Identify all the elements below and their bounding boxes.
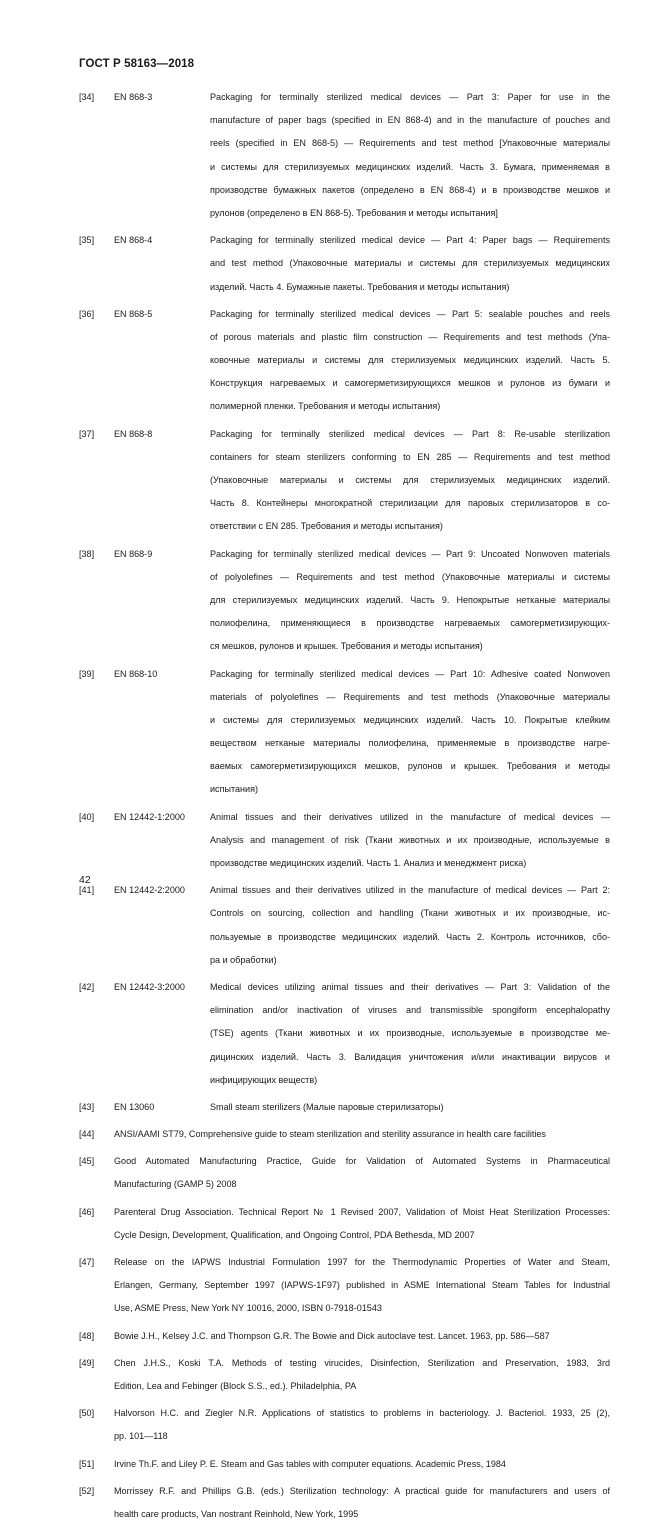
reference-item — [79, 1257, 610, 1327]
reference-text-line: и системы для стерилизуемых медицинских изделий. Часть 3. Бумага, применяемая в — [210, 161, 610, 172]
reference-text — [210, 429, 610, 545]
reference-text-line: Irvine Th.F. and Liley P. E. Steam and Gas tables with computer equations. Academic Press, 1984 — [114, 1458, 506, 1469]
reference-text-line: ответствии с EN 285. Требования и методы испытания) — [210, 521, 443, 532]
reference-standard-code: EN 868-3 — [114, 92, 153, 102]
reference-standard-code: EN 12442-3:2000 — [114, 981, 185, 992]
reference-text-line: Good Automated Manufacturing Practice, Guide for Validation of Automated Systems in Pharmaceutical — [114, 1156, 610, 1167]
reference-number: [48] — [79, 1330, 95, 1341]
reference-standard-code: EN 868-8 — [114, 428, 153, 439]
reference-text-line: Animal tissues and their derivatives utilized in the manufacture of medical devices — — [210, 811, 610, 822]
reference-text-line: Halvorson H.C. and Ziegler N.R. Applications of statistics to problems in bacteriology. J. Bacteriol. 1933, 25 (2), — [114, 1408, 610, 1419]
reference-item — [79, 1331, 610, 1354]
reference-number: [41] — [79, 885, 95, 896]
reference-number: [34] — [79, 92, 95, 102]
reference-text-line: ра и обработки) — [210, 954, 277, 965]
reference-number: [46] — [79, 1206, 95, 1217]
reference-text — [114, 1257, 610, 1327]
reference-item — [79, 885, 610, 978]
page-number: 42 — [79, 874, 91, 886]
reference-text-line: Morrissey R.F. and Phillips G.B. (eds.) Sterilization technology: A practical guide for manufacturers and users of — [114, 1485, 610, 1496]
reference-item — [79, 92, 610, 231]
reference-text-line: of porous materials and plastic film construction — Requirements and test methods (Упа- — [210, 331, 610, 342]
reference-text-line: Medical devices utilizing animal tissues and their derivatives — Part 3: Validation of the — [210, 981, 610, 992]
reference-text — [210, 982, 610, 1098]
reference-text — [210, 885, 610, 978]
reference-item — [79, 429, 610, 545]
reference-text-line: Erlangen, Germany, September 1997 (IAPWS-1F97) published in ASME International Steam Tables for Industrial — [114, 1280, 610, 1291]
reference-text-line: изделий. Часть 4. Бумажные пакеты. Требования и методы испытания) — [210, 281, 510, 292]
reference-text-line: пользуемые в производстве медицинских изделий. Часть 2. Контроль источников, сбо- — [210, 931, 610, 942]
reference-text-line: of polyolefines — Requirements and test method (Упаковочные материалы и системы — [210, 571, 610, 582]
reference-number: [52] — [79, 1485, 95, 1496]
reference-standard-code: EN 868-10 — [114, 668, 158, 679]
reference-text — [114, 1408, 610, 1454]
reference-text-line: Release on the IAPWS Industrial Formulation 1997 for the Thermodynamic Properties of Water and Steam, — [114, 1257, 610, 1267]
reference-number: [44] — [79, 1129, 95, 1140]
reference-text — [210, 812, 610, 882]
reference-text-line: производстве бумажных пакетов (определено в EN 868-4) и в производстве мешков и — [210, 184, 610, 195]
reference-text-line: Bowie J.H., Kelsey J.C. and Thompson G.R. The Bowie and Dick autoclave test. Lancet. 1963, pp. 586—587 — [114, 1330, 550, 1341]
reference-text-line: Packaging for terminally sterilized medical devices — Part 10: Adhesive coated Nonwoven — [210, 668, 610, 679]
reference-item — [79, 1129, 610, 1152]
reference-text-line: Use, ASME Press, New York NY 10016, 2000, ISBN 0-7918-01543 — [114, 1303, 382, 1314]
reference-text-line: Manufacturing (GAMP 5) 2008 — [114, 1179, 237, 1190]
reference-text-line: Packaging for terminally sterilized medical device — Part 4: Paper bags — Requirements — [210, 235, 610, 246]
reference-item — [79, 1102, 610, 1125]
reference-text — [210, 669, 610, 808]
reference-text-line: Cycle Design, Development, Qualification, and Ongoing Control, PDA Bethesda, MD 2007 — [114, 1229, 475, 1240]
reference-text-line: ANSI/AAMI ST79, Comprehensive guide to steam sterilization and sterility assurance in health care facilities — [114, 1129, 546, 1140]
reference-standard-code: EN 12442-1:2000 — [114, 811, 185, 822]
reference-text — [114, 1486, 610, 1532]
reference-text-line: reels (specified in EN 868-5) — Requirements and test method [Упаковочные материалы — [210, 138, 610, 149]
reference-item — [79, 982, 610, 1098]
reference-text-line: испытания) — [210, 784, 259, 795]
reference-number: [49] — [79, 1357, 95, 1368]
reference-text-line: Chen J.H.S., Koski T.A. Methods of testing virucides, Disinfection, Sterilization and Preservation, 1983, 3rd — [114, 1357, 610, 1368]
reference-standard-code: EN 868-5 — [114, 308, 153, 319]
reference-text-line: Parenteral Drug Association. Technical Report № 1 Revised 2007, Validation of Moist Heat Sterilization Processes: — [114, 1206, 610, 1217]
reference-text — [210, 549, 610, 665]
reference-text-line: manufacture of paper bags (specified in EN 868-4) and in the manufacture of pouches and — [210, 115, 610, 126]
reference-text-line: Controls on sourcing, collection and handling (Ткани животных и их производные, ис- — [210, 908, 610, 919]
reference-text-line: Часть 8. Контейнеры многократной стерилизации для паровых стерилизаторов в со- — [210, 498, 610, 509]
reference-text — [114, 1207, 610, 1253]
reference-text-line: Animal tissues and their derivatives utilized in the manufacture of medical devices — Part 2: — [210, 885, 610, 896]
document-header: ГОСТ Р 58163—2018 — [79, 58, 195, 70]
reference-item — [79, 669, 610, 808]
reference-number: [40] — [79, 811, 95, 822]
reference-text — [210, 235, 610, 305]
reference-item — [79, 1156, 610, 1202]
reference-item — [79, 309, 610, 425]
reference-number: [42] — [79, 981, 95, 992]
reference-text — [114, 1331, 610, 1354]
reference-text-line: materials of polyolefines — Requirements and test methods (Упаковочные материалы — [210, 691, 610, 702]
reference-number: [43] — [79, 1101, 95, 1112]
reference-text — [210, 309, 610, 425]
reference-item — [79, 1358, 610, 1404]
reference-number: [38] — [79, 548, 95, 559]
reference-number: [45] — [79, 1156, 95, 1167]
reference-item — [79, 812, 610, 882]
reference-number: [39] — [79, 668, 95, 679]
reference-text-line: Edition, Lea and Febinger (Block S.S., ed.). Philadelphia, PA — [114, 1380, 357, 1391]
reference-standard-code: EN 868-9 — [114, 548, 153, 559]
reference-text-line: Конструкция нагреваемых и самогерметизирующихся мешков и рулонов из бумаги и — [210, 378, 610, 389]
reference-text-line: and test method (Упаковочные материалы и системы для стерилизуемых медицинских — [210, 258, 610, 269]
reference-text-line: elimination and/or inactivation of viruses and transmissible spongiform encephalopathy — [210, 1005, 610, 1016]
reference-text-line: (Упаковочные материалы и системы для стерилизуемых медицинских изделий. — [210, 475, 610, 485]
reference-text-line: полимерной пленки. Требования и методы испытания) — [210, 401, 441, 412]
reference-item — [79, 1207, 610, 1253]
reference-text-line: Packaging for terminally sterilized medical devices — Part 3: Paper for use in the — [210, 92, 610, 102]
reference-item — [79, 1486, 610, 1532]
reference-text-line: health care products, Van nostrant Reinhold, New York, 1995 — [114, 1508, 359, 1519]
reference-text-line: полиофелина, применяющиеся в производстве нагреваемых самогерметизирующих- — [210, 618, 610, 629]
reference-text-line: Small steam sterilizers (Малые паровые стерилизаторы) — [210, 1101, 444, 1112]
reference-number: [51] — [79, 1458, 95, 1469]
reference-text-line: Packaging for terminally sterilized medical devices — Part 8: Re-usable sterilization — [210, 428, 610, 439]
reference-text — [114, 1459, 610, 1482]
reference-text-line: pp. 101—118 — [114, 1431, 168, 1442]
reference-item — [79, 1408, 610, 1454]
reference-text-line: ковочные материалы и системы для стерилизуемых медицинских изделий. Часть 5. — [210, 355, 610, 366]
reference-number: [37] — [79, 428, 95, 439]
reference-item — [79, 1459, 610, 1482]
reference-text — [114, 1358, 610, 1404]
reference-standard-code: EN 13060 — [114, 1101, 155, 1112]
reference-text-line: ся мешков, рулонов и крышек. Требования и методы испытания) — [210, 641, 483, 652]
reference-item — [79, 549, 610, 665]
reference-text-line: производстве медицинских изделий. Часть 1. Анализ и менеджмент риска) — [210, 858, 527, 868]
reference-number: [36] — [79, 308, 95, 319]
reference-text-line: веществом нетканые материалы полиофелина, применяемые в производстве нагре- — [210, 738, 610, 749]
reference-text — [114, 1129, 610, 1152]
reference-text-line: Analysis and management of risk (Ткани животных и их производные, используемые в — [210, 834, 610, 845]
reference-number: [50] — [79, 1408, 95, 1419]
reference-text-line: инфицирующих веществ) — [210, 1074, 318, 1085]
bibliography-list — [79, 92, 610, 1532]
reference-text-line: для стерилизуемых медицинских изделий. Часть 9. Непокрытые нетканые материалы — [210, 594, 610, 605]
reference-text — [210, 92, 610, 231]
reference-number: [35] — [79, 235, 95, 246]
reference-text-line: дицинских изделий. Часть 3. Валидация уничтожения и/или инактивации вирусов и — [210, 1051, 610, 1062]
reference-standard-code: EN 12442-2:2000 — [114, 885, 185, 896]
reference-text-line: Packaging for terminally sterilized medical devices — Part 9: Uncoated Nonwoven materials — [210, 548, 610, 559]
reference-text-line: containers for steam sterilizers conforming to EN 285 — Requirements and test method — [210, 451, 610, 462]
reference-text — [114, 1156, 610, 1202]
reference-text-line: ваемых самогерметизирующихся мешков, рулонов и крышек. Требования и методы — [210, 761, 610, 772]
reference-standard-code: EN 868-4 — [114, 235, 153, 246]
reference-text-line: Packaging for terminally sterilized medical devices — Part 5: sealable pouches and reels — [210, 308, 610, 319]
reference-text — [210, 1102, 610, 1125]
reference-text-line: (TSE) agents (Ткани животных и их производные, используемые в производстве ме- — [210, 1028, 610, 1039]
reference-item — [79, 235, 610, 305]
reference-text-line: рулонов (определено в EN 868-5). Требования и методы испытания] — [210, 207, 498, 218]
reference-text-line: и системы для стерилизуемых медицинских изделий. Часть 10. Покрытые клейким — [210, 714, 610, 725]
reference-number: [47] — [79, 1257, 95, 1267]
